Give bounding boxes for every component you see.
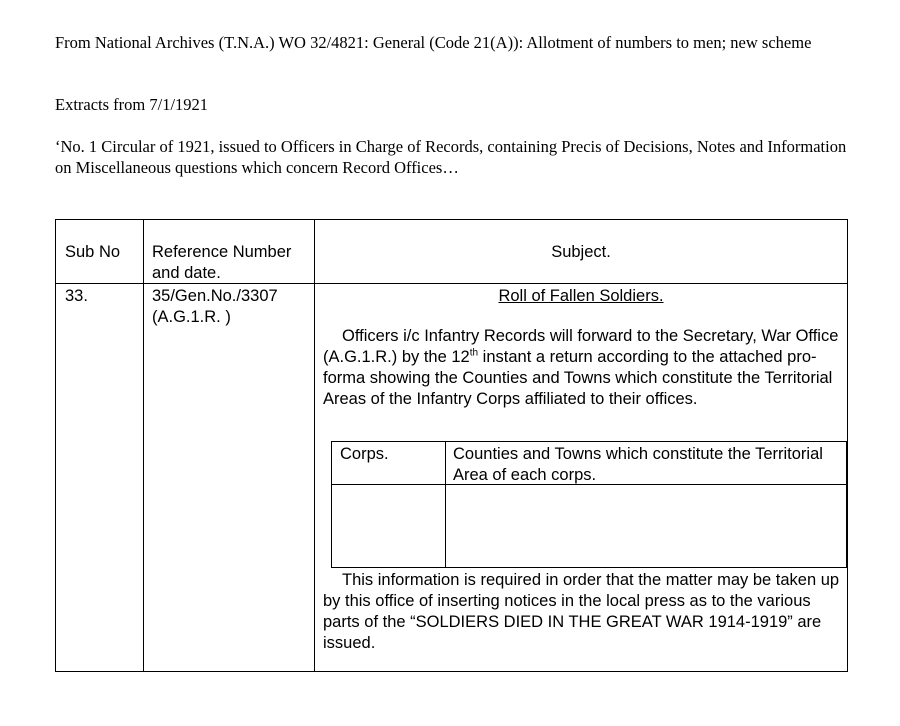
ordinal-suffix: th xyxy=(469,347,479,359)
proforma-header-corps: Corps. xyxy=(340,445,389,463)
row-reference: 35/Gen.No./3307 (A.G.1.R. ) xyxy=(152,287,278,326)
instruction-part2: instant a return according to the attached pro-forma showing the Counties and Towns which constitute the Territorial Areas of the Infantry Corps affiliated to their offices. xyxy=(323,348,833,408)
column-divider xyxy=(143,220,144,671)
subject-closing-note: This information is required in order that the matter may be taken up by this office of inserting notices in the local press as to the various parts of the “SOLDIERS DIED IN THE GREAT WAR 1914-1919” are issued. xyxy=(323,571,840,652)
column-divider xyxy=(314,220,315,671)
subject-title-text: Roll of Fallen Soldiers. xyxy=(498,287,664,305)
circular-table xyxy=(55,219,848,672)
extracts-date: Extracts from 7/1/1921 xyxy=(55,95,209,114)
header-subject: Subject. xyxy=(551,243,611,261)
proforma-header-counties: Counties and Towns which constitute the Territorial Area of each corps. xyxy=(453,445,823,484)
proforma-column-divider xyxy=(445,442,446,567)
circular-intro: ‘No. 1 Circular of 1921, issued to Officers in Charge of Records, containing Precis of Decisions, Notes and Information on Miscellaneous questions which concern Record Offices… xyxy=(55,137,847,177)
header-sub-no: Sub No xyxy=(65,243,121,261)
instruction-part1: Officers i/c Infantry Records will forward to the Secretary, War Office (A.G.1.R.) by the 12 xyxy=(323,327,839,366)
subject-instruction xyxy=(323,326,843,410)
proforma-table xyxy=(331,441,847,568)
row-sub-no: 33. xyxy=(65,287,88,305)
subject-title xyxy=(316,286,846,307)
source-citation: From National Archives (T.N.A.) WO 32/4821: General (Code 21(A)): Allotment of numbers to men; new scheme xyxy=(55,33,812,52)
header-reference: Reference Number and date. xyxy=(152,243,292,282)
